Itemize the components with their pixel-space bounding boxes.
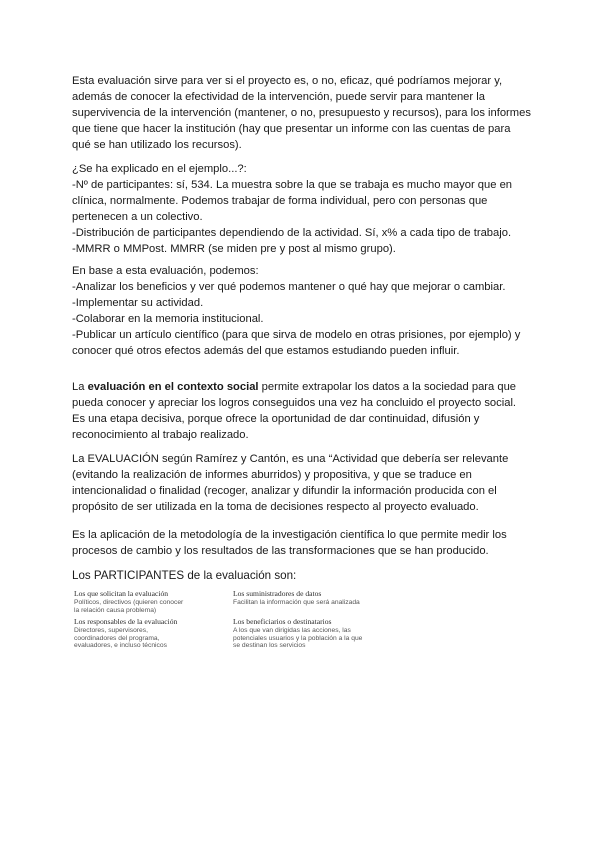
- participant-card-requesters: [74, 589, 224, 614]
- text-line: potenciales usuarios y la población a la que: [233, 634, 363, 642]
- definition-paragraph: [72, 451, 534, 515]
- text-line: pueda conocer y apreciar los logros conseguidos una vez ha concluido el proyecto social.: [72, 397, 517, 409]
- participant-description: [74, 599, 224, 614]
- bold-term: evaluación en el contexto social: [87, 381, 259, 393]
- text-line: -Colaborar en la memoria institucional.: [72, 313, 264, 325]
- participant-card-data-suppliers: [233, 589, 383, 607]
- application-paragraph: [72, 527, 534, 559]
- text-line: (evitando la realización de informes aburridos) y propositiva, y que se traduce en: [72, 469, 472, 481]
- text-line: conocer qué otros efectos además del que estamos estudiando pueden influir.: [72, 345, 460, 357]
- participant-description: [74, 627, 224, 650]
- text-line: A los que van dirigidas las acciones, las: [233, 627, 351, 634]
- participants-title: Los PARTICIPANTES de la evaluación son:: [72, 569, 297, 582]
- participants-grid: [74, 589, 374, 669]
- text-line: se destinan los servicios: [233, 642, 306, 650]
- participant-card-responsibles: [74, 617, 224, 650]
- text-line: -Nº de participantes: sí, 534. La muestra sobre la que se trabaja es mucho mayor que en: [72, 179, 513, 191]
- text-line: -MMRR o MMPost. MMRR (se miden pre y post al mismo grupo).: [72, 243, 396, 255]
- participant-heading: Los beneficiarios o destinatarios: [233, 617, 332, 626]
- text-line: ¿Se ha explicado en el ejemplo...?:: [72, 163, 247, 175]
- text-line: La EVALUACIÓN según Ramírez y Cantón, es una “Actividad que debería ser relevante: [72, 453, 509, 465]
- participant-heading: Los que solicitan la evaluación: [74, 589, 169, 598]
- text-line: En base a esta evaluación, podemos:: [72, 265, 259, 277]
- text-line: qué se han utilizado los recursos).: [72, 139, 242, 151]
- intro-paragraph: [72, 73, 534, 153]
- text-run: La: [72, 381, 88, 393]
- text-line: Directores, supervisores,: [74, 627, 148, 634]
- social-context-paragraph: [72, 379, 534, 443]
- text-line: -Publicar un artículo científico (para que sirva de modelo en otras prisiones, por ejemplo) y: [72, 329, 521, 341]
- based-paragraph: [72, 263, 534, 359]
- text-line: la relación causa problema): [74, 606, 157, 614]
- text-line: -Implementar su actividad.: [72, 297, 204, 309]
- text-line: supervivencia de la intervención (mantener, o no, presupuesto y recursos), para los informes: [72, 107, 531, 119]
- participant-description: [233, 599, 383, 607]
- text-line: reconocimiento al trabajo realizado.: [72, 429, 249, 441]
- text-line: que tiene que hacer la institución (hay que presentar un informe con las cuentas de para: [72, 123, 511, 135]
- example-paragraph: [72, 161, 534, 257]
- participant-card-beneficiaries: [233, 617, 383, 650]
- text-line: evaluadores, e incluso técnicos: [74, 642, 167, 650]
- text-line: Facilitan la información que será analizada: [233, 599, 360, 606]
- text-line: Esta evaluación sirve para ver si el proyecto es, o no, eficaz, qué podríamos mejorar y,: [72, 75, 503, 87]
- participant-heading: Los suministradores de datos: [233, 589, 322, 598]
- text-line: clínica, normalmente. Podemos trabajar de forma individual, pero con personas que: [72, 195, 488, 207]
- text-line: procesos de cambio y los resultados de las transformaciones que se han producido.: [72, 545, 489, 557]
- text-line: -Analizar los beneficios y ver qué podemos mantener o qué hay que mejorar o cambiar.: [72, 281, 506, 293]
- text-line: -Distribución de participantes dependiendo de la actividad. Sí, x% a cada tipo de trabajo.: [72, 227, 512, 239]
- text-line: Es una etapa decisiva, porque ofrece la oportunidad de dar continuidad, difusión y: [72, 413, 480, 425]
- text-line: pertenecen a un colectivo.: [72, 211, 203, 223]
- text-line: además de conocer la efectividad de la intervención, puede servir para mantener la: [72, 91, 485, 103]
- text-line: Políticos, directivos (quieren conocer: [74, 599, 184, 606]
- text-line: propósito de ser utilizada en la toma de decisiones respecto al proyecto evaluado.: [72, 501, 479, 513]
- text-line: Es la aplicación de la metodología de la investigación científica lo que permite medir los: [72, 529, 507, 541]
- participant-heading: Los responsables de la evaluación: [74, 617, 178, 626]
- text-line: intencionalidad o finalidad (recoger, analizar y difundir la información producida con el: [72, 485, 497, 497]
- text-line: [72, 379, 534, 395]
- participant-description: [233, 627, 383, 650]
- text-run: permite extrapolar los datos a la sociedad para que: [258, 381, 517, 393]
- text-line: coordinadores del programa,: [74, 634, 160, 642]
